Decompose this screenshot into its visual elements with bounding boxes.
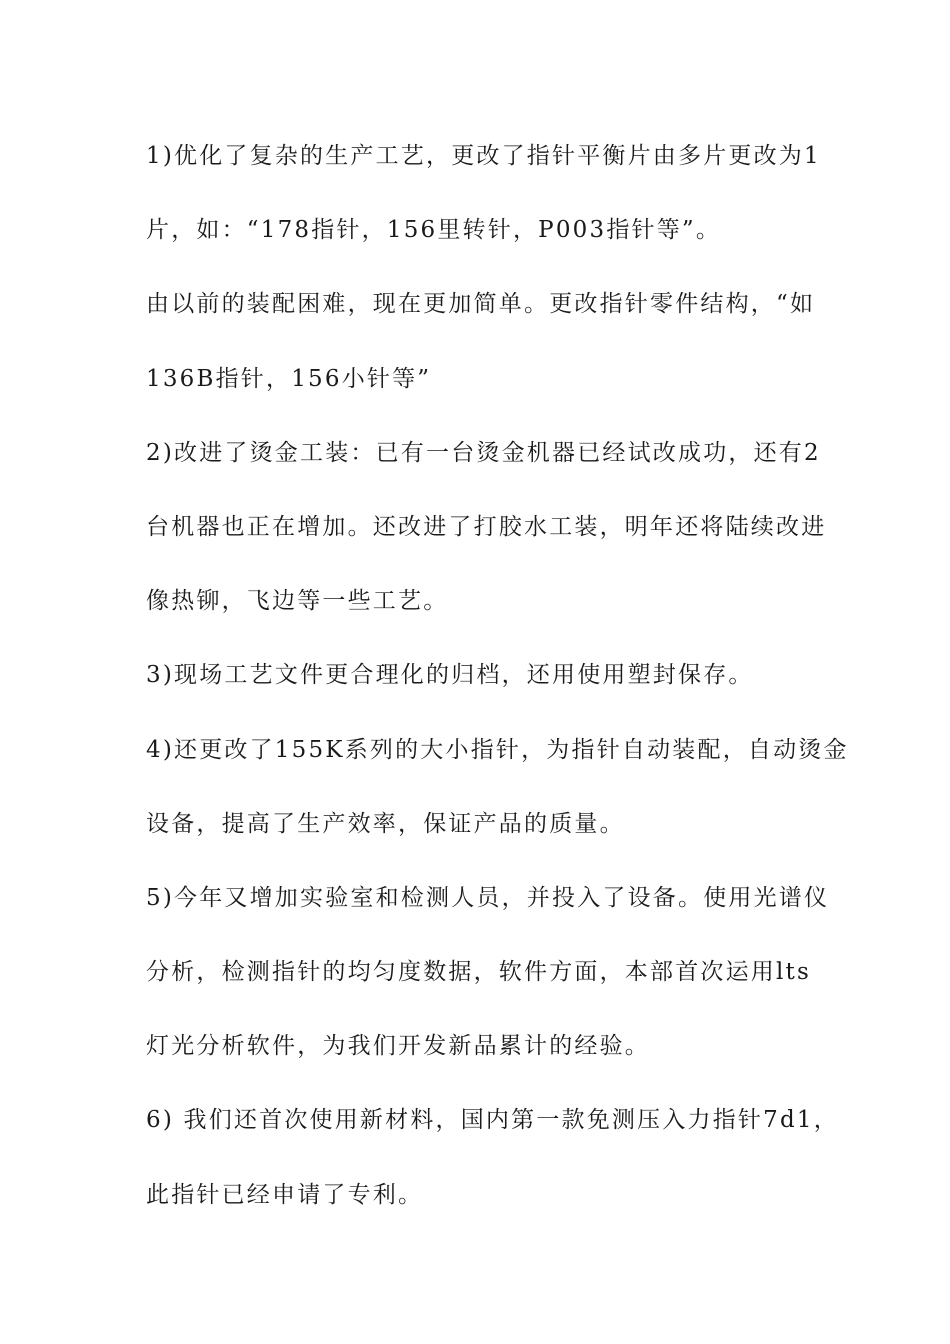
document-body: [146, 136, 849, 1249]
text-line: 4)还更改了155K系列的大小指针，为指针自动装配，自动烫金: [146, 736, 849, 763]
text-line: 136B指针，156小针等”: [146, 365, 432, 392]
text-line: 2)改进了烫金工装：已有一台烫金机器已经试改成功，还有2: [146, 439, 821, 466]
text-line: 1)优化了复杂的生产工艺，更改了指针平衡片由多片更改为1: [146, 143, 821, 169]
text-line: 片，如：“178指针，156里转针，P003指针等”。: [146, 217, 722, 244]
text-line: 分析，检测指针的均匀度数据，软件方面，本部首次运用lts: [146, 959, 812, 986]
text-line: 3)现场工艺文件更合理化的归档，还用使用塑封保存。: [146, 662, 754, 689]
text-line: 由以前的装配困难，现在更加简单。更改指针零件结构，“如: [146, 291, 816, 318]
text-line: 此指针已经申请了专利。: [146, 1181, 424, 1208]
text-line: 灯光分析软件，为我们开发新品累计的经验。: [146, 1033, 650, 1060]
text-line: 5)今年又增加实验室和检测人员，并投入了设备。使用光谱仪: [146, 884, 830, 911]
text-line: 像热铆，飞边等一些工艺。: [146, 588, 449, 615]
text-line: 台机器也正在增加。还改进了打胶水工装，明年还将陆续改进: [146, 513, 827, 540]
text-line: 6) 我们还首次使用新材料，国内第一款免测压入力指针7d1，: [146, 1107, 839, 1134]
text-line: 设备，提高了生产效率，保证产品的质量。: [146, 810, 625, 837]
